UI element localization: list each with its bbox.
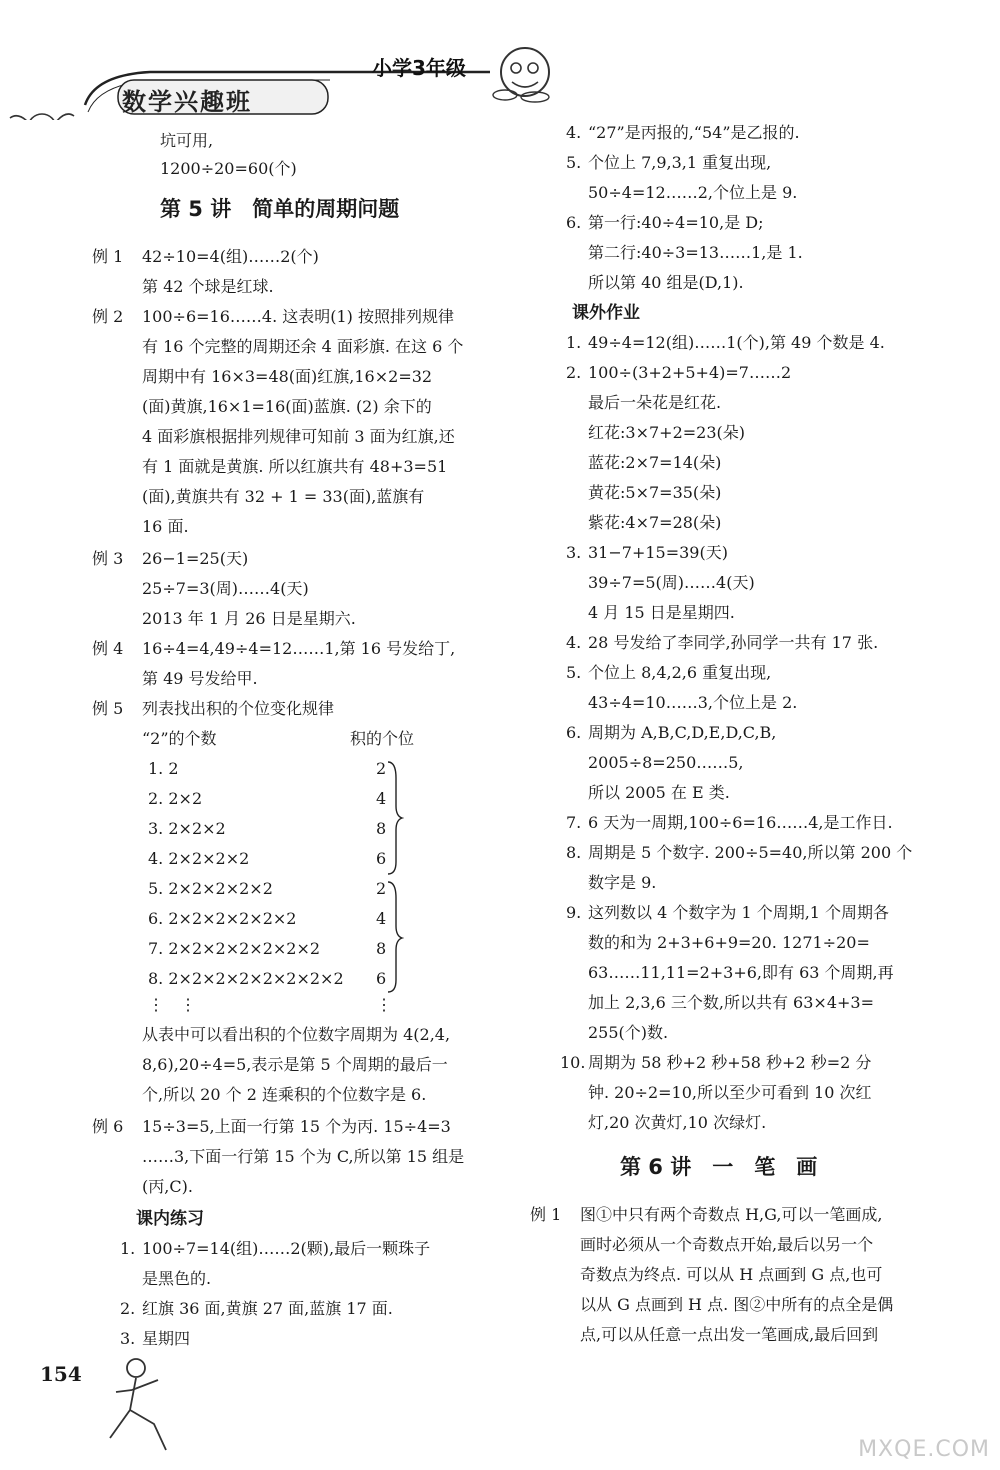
text-line: 周期中有 16×3=48(面)红旗,16×2=32 [142,367,433,386]
table-row: 5. 2×2×2×2×2 [148,879,273,898]
table-cell: 4 [376,909,387,928]
text-line: 31−7+15=39(天) [588,543,728,562]
grade-label: 小学3年级 [372,56,466,80]
text-line: 8,6),20÷4=5,表示是第 5 个周期的最后一 [142,1055,448,1074]
runner-doodle-icon [96,1350,206,1460]
text-line: 个位上 7,9,3,1 重复出现, [588,153,772,172]
text-line: 39÷7=5(周)……4(天) [588,573,755,592]
text-line: 1200÷20=60(个) [160,159,297,178]
text-line: 周期为 58 秒+2 秒+58 秒+2 秒=2 分 [588,1053,872,1072]
item-number: 4. [566,123,582,142]
text-line: 所以第 40 组是(D,1). [588,273,744,292]
homework-title: 课外作业 [572,303,640,323]
text-line: 50÷4=12……2,个位上是 9. [588,183,798,202]
text-line: 第一行:40÷4=10,是 D; [588,213,764,232]
table-row: 8. 2×2×2×2×2×2×2×2 [148,969,344,988]
item-number: 1. [566,333,582,352]
example-label: 例 1 [92,247,124,266]
item-number: 9. [566,903,582,922]
girl-doodle-icon [10,114,74,120]
item-number: 5. [566,153,582,172]
ellipsis: ⋮ [376,995,392,1014]
table-header-count: “2”的个数 [142,729,217,748]
text-line: 个位上 8,4,2,6 重复出现, [588,663,772,682]
text-line: 红旗 36 面,黄旗 27 面,蓝旗 17 面. [142,1299,393,1318]
watermark: MXQE.COM [858,1437,990,1462]
table-cell: 2 [376,879,387,898]
text-line: 画时必须从一个奇数点开始,最后以另一个 [580,1235,874,1254]
text-line: 43÷4=10……3,个位上是 2. [588,693,798,712]
text-line: 坑可用, [160,131,214,150]
text-line: (面),黄旗共有 32 + 1 = 33(面),蓝旗有 [142,487,425,506]
text-line: 列表找出积的个位变化规律 [142,699,335,718]
text-line: 图①中只有两个奇数点 H,G,可以一笔画成, [580,1205,883,1224]
table-row: 1. 2 [148,759,179,778]
text-line: 4 面彩旗根据排列规律可知前 3 面为红旗,还 [142,427,455,446]
text-line: 钟. 20÷2=10,所以至少可看到 10 次红 [588,1083,872,1102]
text-line: 紫花:4×7=28(朵) [588,513,722,532]
text-line: 红花:3×7+2=23(朵) [588,423,745,442]
text-line: 42÷10=4(组)……2(个) [142,247,319,266]
text-line: 星期四 [142,1329,191,1348]
class-practice-title: 课内练习 [136,1209,204,1229]
text-line: “27”是丙报的,“54”是乙报的. [588,123,800,142]
text-line: 奇数点为终点. 可以从 H 点画到 G 点,也可 [580,1265,883,1284]
item-number: 6. [566,723,582,742]
table-cell: 2 [376,759,387,778]
period-brace-icon [384,758,404,994]
text-line: (面)黄旗,16×1=16(面)蓝旗. (2) 余下的 [142,397,432,416]
text-line: 28 号发给了李同学,孙同学一共有 17 张. [588,633,879,652]
item-number: 3. [120,1329,136,1348]
table-cell: 8 [376,819,387,838]
page-header [0,0,1000,120]
item-number: 2. [120,1299,136,1318]
table-row: 6. 2×2×2×2×2×2 [148,909,297,928]
text-line: 是黑色的. [142,1269,212,1288]
example-label: 例 4 [92,639,124,658]
text-line: 63……11,11=2+3+6,即有 63 个周期,再 [588,963,894,982]
example-label: 例 3 [92,549,124,568]
text-line: 255(个)数. [588,1023,669,1042]
table-cell: 6 [376,969,387,988]
text-line: 26−1=25(天) [142,549,249,568]
text-line: 周期为 A,B,C,D,E,D,C,B, [588,723,777,742]
table-row: 2. 2×2 [148,789,203,808]
text-line: 6 天为一周期,100÷6=16……4,是工作日. [588,813,893,832]
text-line: 16 面. [142,517,189,536]
table-cell: 4 [376,789,387,808]
text-line: 所以 2005 在 E 类. [588,783,730,802]
text-line: 25÷7=3(周)……4(天) [142,579,309,598]
text-line: 有 1 面就是黄旗. 所以红旗共有 48+3=51 [142,457,448,476]
text-line: 点,可以从任意一点出发一笔画成,最后回到 [580,1325,879,1344]
example-label: 例 5 [92,699,124,718]
section-5-title: 第 5 讲 简单的周期问题 [160,197,400,221]
table-cell: 8 [376,939,387,958]
text-line: 有 16 个完整的周期还余 4 面彩旗. 在这 6 个 [142,337,464,356]
text-line: 49÷4=12(组)……1(个),第 49 个数是 4. [588,333,885,352]
item-number: 5. [566,663,582,682]
text-line: 第 49 号发给甲. [142,669,258,688]
text-line: ……3,下面一行第 15 个为 C,所以第 15 组是 [142,1147,465,1166]
table-row: 4. 2×2×2×2 [148,849,250,868]
text-line: 2013 年 1 月 26 日是星期六. [142,609,356,628]
item-number: 7. [566,813,582,832]
example-label: 例 1 [530,1205,562,1224]
text-line: 这列数以 4 个数字为 1 个周期,1 个周期各 [588,903,890,922]
text-line: 16÷4=4,49÷4=12……1,第 16 号发给丁, [142,639,456,658]
text-line: 灯,20 次黄灯,10 次绿灯. [588,1113,767,1132]
page-number: 154 [40,1362,82,1386]
cartoon-face-icon [493,48,549,102]
example-label: 例 2 [92,307,124,326]
item-number: 4. [566,633,582,652]
text-line: 数字是 9. [588,873,657,892]
ellipsis: ⋮ ⋮ [148,995,197,1014]
table-row: 3. 2×2×2 [148,819,226,838]
book-title: 数学兴趣班 [122,88,252,116]
text-line: 第 42 个球是红球. [142,277,274,296]
text-line: 以从 G 点画到 H 点. 图②中所有的点全是偶 [580,1295,894,1314]
text-line: 加上 2,3,6 三个数,所以共有 63×4+3= [588,993,874,1012]
text-line: 从表中可以看出积的个位数字周期为 4(2,4, [142,1025,451,1044]
section-6-title: 第 6 讲 一 笔 画 [620,1155,818,1179]
item-number: 1. [120,1239,136,1258]
text-line: 蓝花:2×7=14(朵) [588,453,722,472]
item-number: 6. [566,213,582,232]
item-number: 2. [566,363,582,382]
text-line: (丙,C). [142,1177,193,1196]
text-line: 个,所以 20 个 2 连乘积的个位数字是 6. [142,1085,427,1104]
text-line: 第二行:40÷3=13……1,是 1. [588,243,803,262]
example-label: 例 6 [92,1117,124,1136]
text-line: 100÷7=14(组)……2(颗),最后一颗珠子 [142,1239,431,1258]
text-line: 2005÷8=250……5, [588,753,744,772]
item-number: 8. [566,843,582,862]
text-line: 100÷6=16……4. 这表明(1) 按照排列规律 [142,307,454,326]
text-line: 周期是 5 个数字. 200÷5=40,所以第 200 个 [588,843,913,862]
text-line: 15÷3=5,上面一行第 15 个为丙. 15÷4=3 [142,1117,451,1136]
table-cell: 6 [376,849,387,868]
table-header-digit: 积的个位 [350,729,415,748]
table-row: 7. 2×2×2×2×2×2×2 [148,939,321,958]
item-number: 3. [566,543,582,562]
text-line: 数的和为 2+3+6+9=20. 1271÷20= [588,933,870,952]
text-line: 100÷(3+2+5+4)=7……2 [588,363,792,382]
text-line: 4 月 15 日是星期四. [588,603,735,622]
item-number: 10. [560,1053,586,1072]
text-line: 黄花:5×7=35(朵) [588,483,722,502]
text-line: 最后一朵花是红花. [588,393,722,412]
